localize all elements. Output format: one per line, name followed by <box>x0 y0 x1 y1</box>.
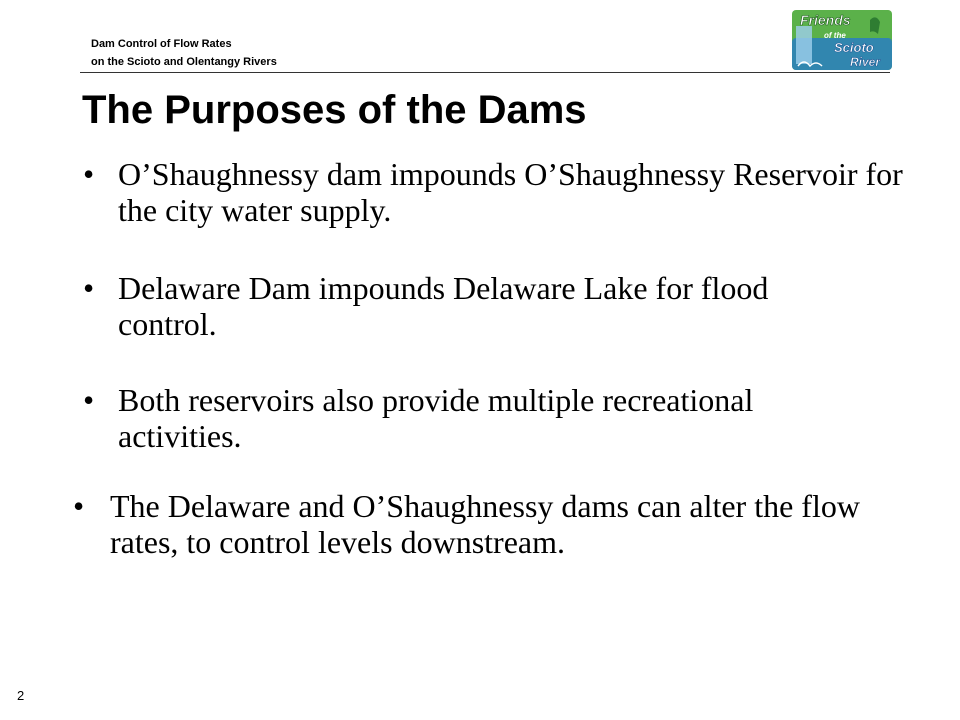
header-line-1: Dam Control of Flow Rates <box>91 38 232 50</box>
header-line-2: on the Scioto and Olentangy Rivers <box>91 56 277 68</box>
logo-text-river: River <box>850 55 881 69</box>
bullet-marker: • <box>83 270 95 306</box>
bullet-marker: • <box>83 382 95 418</box>
logo-text-of-the: of the <box>824 31 846 40</box>
header-divider <box>80 72 890 73</box>
bullet-item <box>73 488 873 560</box>
bullet-text: O’Shaughnessy dam impounds O’Shaughnessy Reservoir for the city water supply. <box>118 156 903 228</box>
bullet-text: Both reservoirs also provide multiple recreational activities. <box>118 382 754 454</box>
bullet-item <box>83 382 763 454</box>
friends-of-the-scioto-river-logo <box>790 8 894 72</box>
bullet-marker: • <box>73 488 85 524</box>
logo-waterfall <box>796 26 812 64</box>
bullet-item <box>83 270 873 342</box>
bullet-text: Delaware Dam impounds Delaware Lake for flood control. <box>118 270 769 342</box>
bullet-text: The Delaware and O’Shaughnessy dams can alter the flow rates, to control levels downstream. <box>110 488 860 560</box>
header-caption <box>91 35 277 71</box>
page-number: 2 <box>17 688 25 703</box>
logo-text-scioto: Scioto <box>834 40 874 55</box>
slide-title: The Purposes of the Dams <box>82 88 587 132</box>
logo-text-friends: Friends <box>800 12 851 28</box>
bullet-marker: • <box>83 156 95 192</box>
bullet-item <box>83 156 913 228</box>
